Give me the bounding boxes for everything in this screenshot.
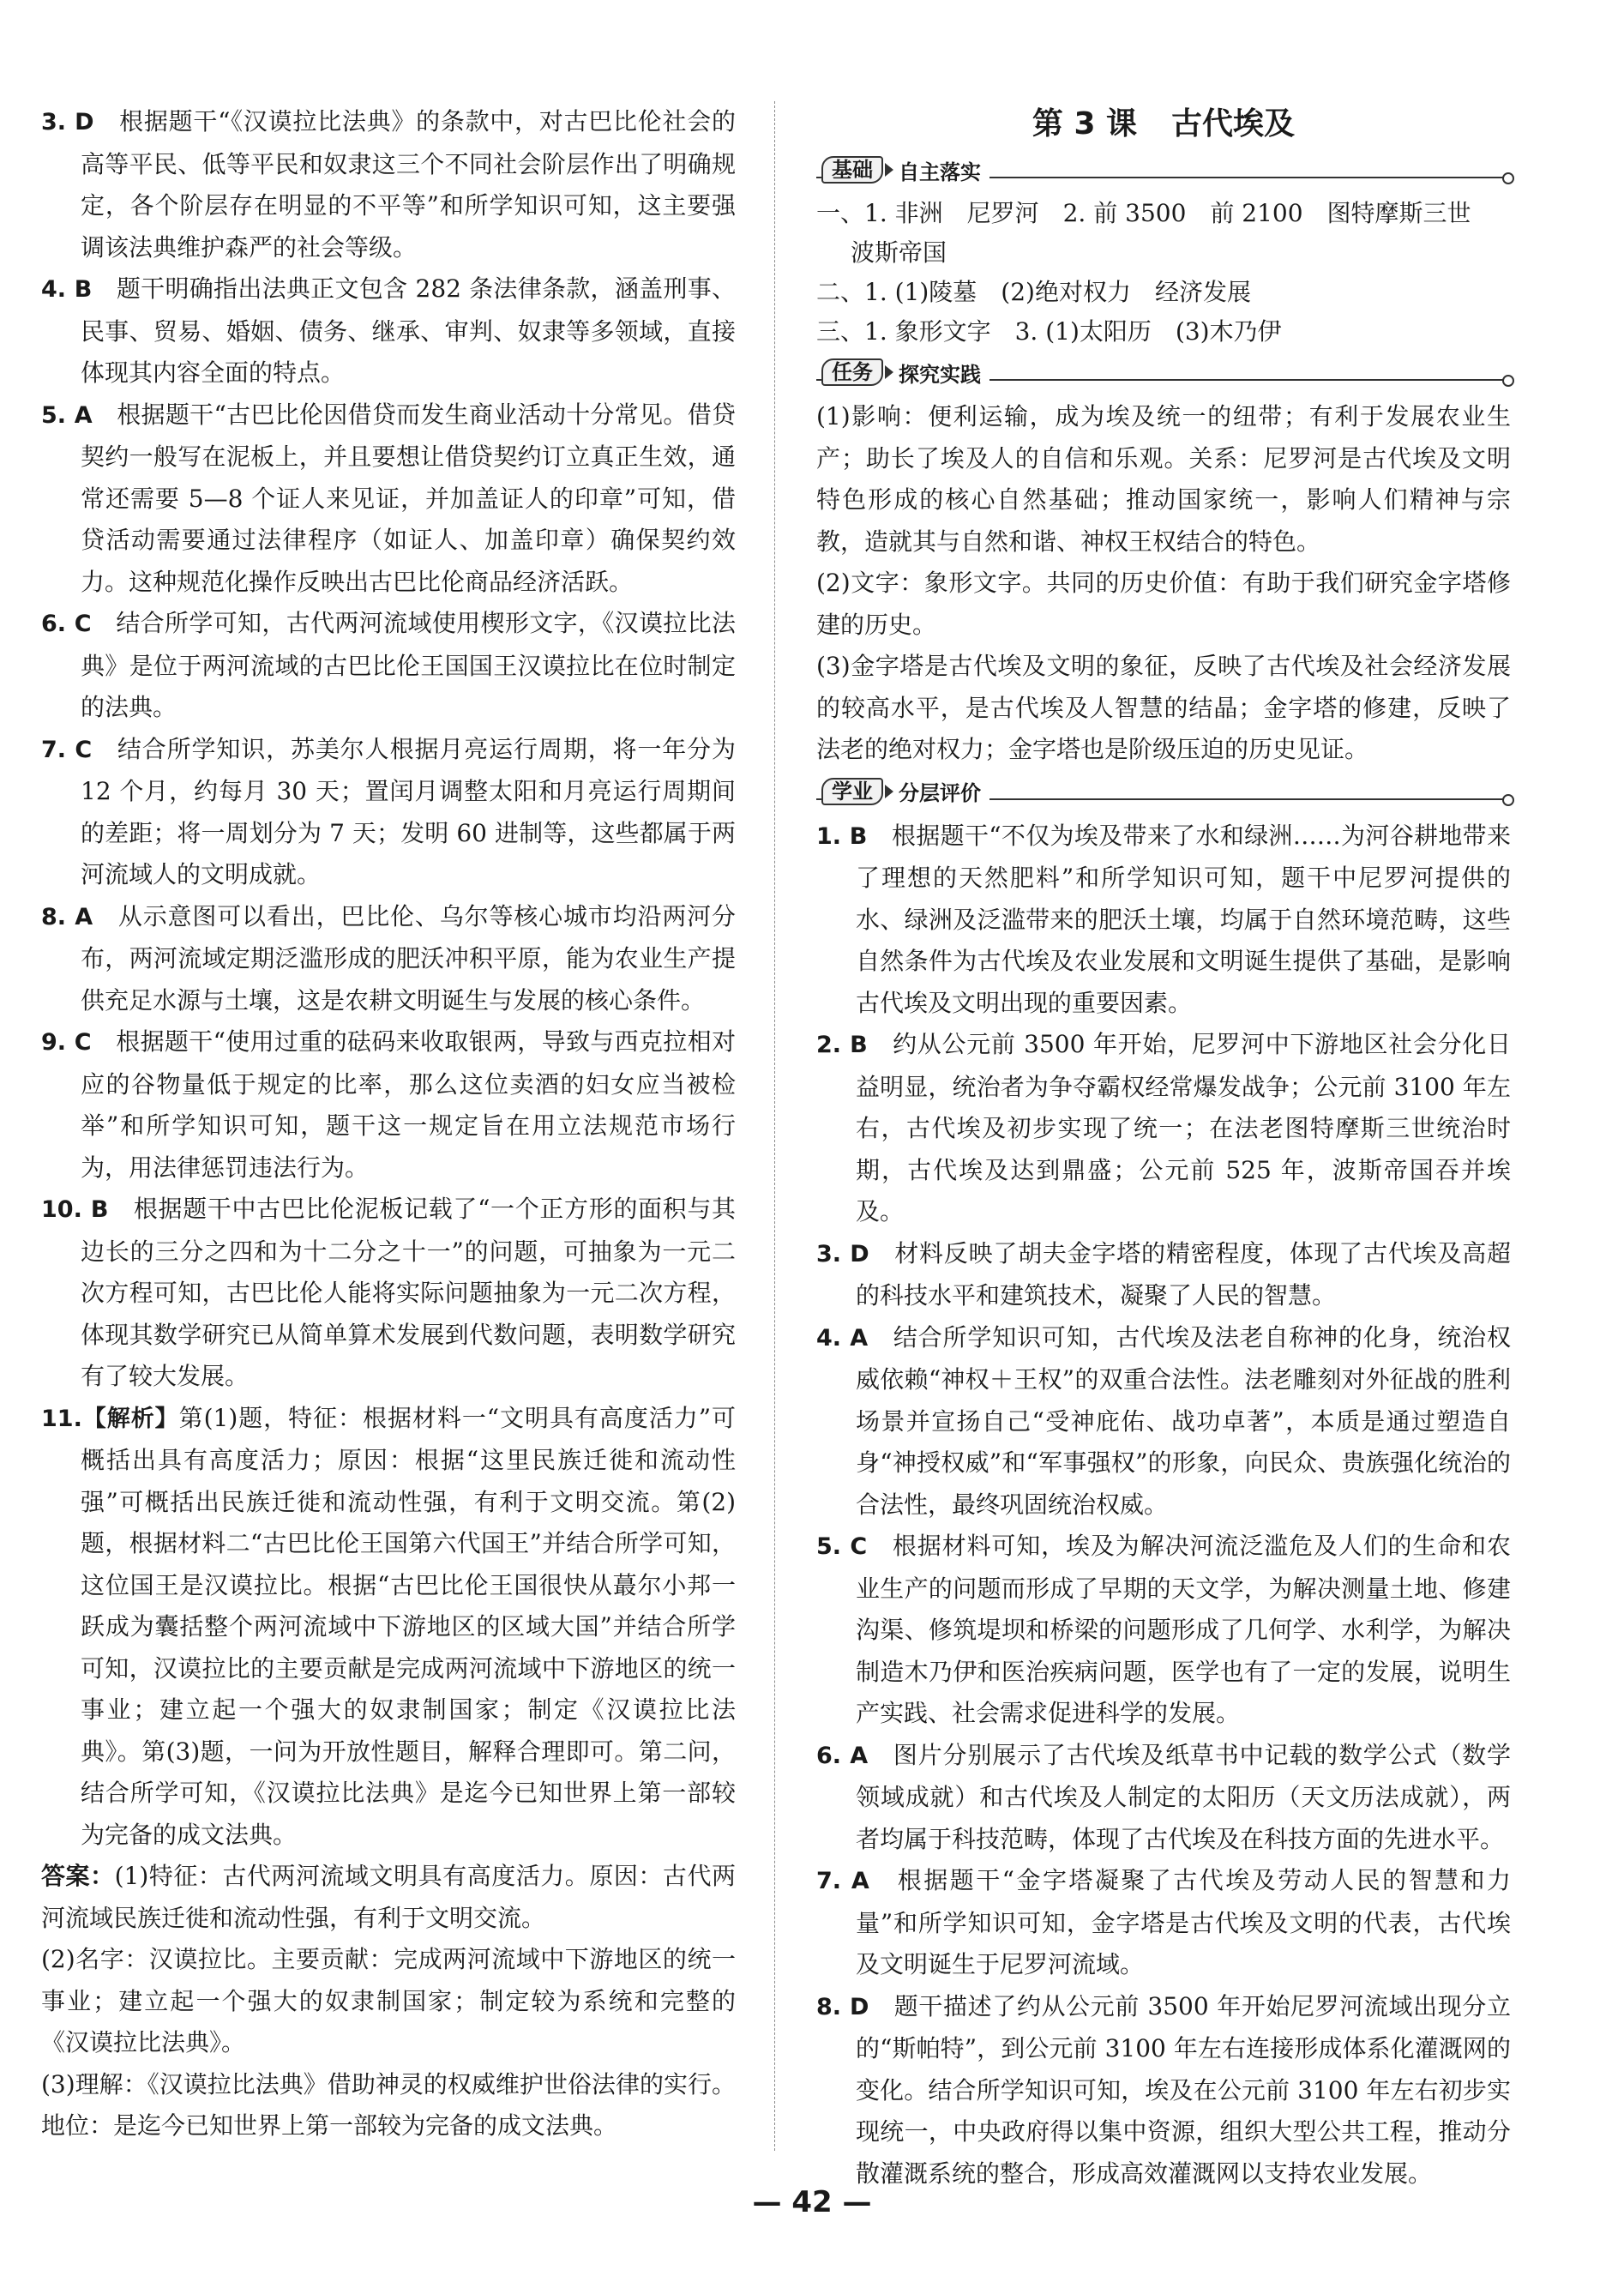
answer-item-3 bbox=[41, 101, 736, 268]
section-header-evaluation bbox=[816, 774, 1511, 809]
section-label: 自主落实 bbox=[899, 160, 981, 184]
section-label: 探究实践 bbox=[899, 362, 981, 387]
right-column bbox=[816, 101, 1511, 2195]
answer-label: 答案： bbox=[41, 1862, 115, 1890]
eval-item-8 bbox=[816, 1986, 1511, 2195]
basic-answers bbox=[816, 194, 1511, 352]
answer-item-10 bbox=[41, 1189, 736, 1398]
item-text: 题干描述了约从公元前 3500 年开始尼罗河流域出现分立的“斯帕特”，到公元前 3100 年左右连接形成体系化灌溉网的变化。结合所学知识可知，埃及在公元前 3100 年左右初步实现统一，中央政府得以集中资源，组织大型公共工程，推动分散灌溉系统的整合，形成高效灌溉网以支持农业发展。 bbox=[856, 1991, 1512, 2188]
section-badge bbox=[821, 778, 989, 805]
item-text: 题干明确指出法典正文包含 282 条法律条款，涵盖刑事、民事、贸易、婚姻、债务、继承、审判、奴隶等多领域，直接体现其内容全面的特点。 bbox=[81, 274, 736, 387]
answer-item-9 bbox=[41, 1021, 736, 1189]
item-text: 结合所学知识可知，古代埃及法老自称神的化身，统治权威依赖“神权＋王权”的双重合法性。法老雕刻对外征战的胜利场景并宣扬自己“受神庇佑、战功卓著”，本质是通过塑造自身“神授权威”和“军事强权”的形象，向民众、贵族强化统治的合法性，最终巩固统治权威。 bbox=[856, 1322, 1511, 1519]
left-column bbox=[41, 101, 736, 2147]
eval-item-4 bbox=[816, 1317, 1511, 1526]
section-badge bbox=[821, 358, 989, 386]
item-number: 4. B bbox=[41, 276, 93, 303]
item-text: 从示意图可以看出，巴比伦、乌尔等核心城市均沿两河分布，两河流域定期泛滥形成的肥沃冲积平原，能为农业生产提供充足水源与土壤，这是农耕文明诞生与发展的核心条件。 bbox=[81, 901, 736, 1015]
answer-item-6 bbox=[41, 603, 736, 729]
answer-item-4 bbox=[41, 268, 736, 394]
item-number: 7. A bbox=[816, 1868, 869, 1894]
item-text: 结合所学可知，古代两河流域使用楔形文字，《汉谟拉比法典》是位于两河流域的古巴比伦王国国王汉谟拉比在位时制定的法典。 bbox=[81, 609, 736, 721]
arrow-icon bbox=[885, 163, 893, 177]
section-label: 分层评价 bbox=[899, 781, 981, 805]
answer-item-5 bbox=[41, 394, 736, 604]
eval-item-6 bbox=[816, 1735, 1511, 1861]
eval-item-1 bbox=[816, 816, 1511, 1025]
section-tag: 基础 bbox=[821, 156, 883, 184]
item-number: 6. A bbox=[816, 1742, 869, 1769]
basic-line: 波斯帝国 bbox=[851, 238, 947, 267]
item-text: 图片分别展示了古代埃及纸草书中记载的数学公式（数学领域成就）和古代埃及人制定的太阳历（天文历法成就），两者均属于科技范畴，体现了古代埃及在科技方面的先进水平。 bbox=[856, 1740, 1511, 1853]
item-text: 根据题干“古巴比伦因借贷而发生商业活动十分常见。借贷契约一般写在泥板上，并且要想让借贷契约订立真正生效，通常还需要 5—8 个证人来见证，并加盖证人的印章”可知，借贷活动需要通过法律程序（如证人、加盖印章）确保契约效力。这种规范化操作反映出古巴比伦商品经济活跃。 bbox=[81, 400, 736, 596]
item-number: 10. B bbox=[41, 1196, 109, 1223]
item-number: 8. A bbox=[41, 903, 93, 930]
item-number: 1. B bbox=[816, 822, 868, 850]
answer-item-11 bbox=[41, 1398, 736, 1857]
item-text: 根据题干“《汉谟拉比法典》的条款中，对古巴比伦社会的高等平民、低等平民和奴隶这三个不同社会阶层作出了明确规定，各个阶层存在明显的不平等”和所学知识可知，这主要强调该法典维护森严的社会等级。 bbox=[81, 107, 736, 262]
item-number: 3. D bbox=[41, 109, 94, 135]
item-text: 根据题干中古巴比伦泥板记载了“一个正方形的面积与其边长的三分之四和为十二分之十一”的问题，可抽象为一元二次方程可知，古巴比伦人能将实际问题抽象为一元二次方程，体现其数学研究已从简单算术发展到代数问题，表明数学研究有了较大发展。 bbox=[81, 1195, 736, 1390]
basic-line: 三、1. 象形文字 3. (1)太阳历 (3)木乃伊 bbox=[816, 317, 1282, 346]
task-paragraph: (2)文字：象形文字。共同的历史价值：有助于我们研究金字塔修建的历史。 bbox=[816, 569, 1511, 639]
eval-item-3 bbox=[816, 1233, 1511, 1317]
item-number: 3. D bbox=[816, 1240, 869, 1267]
item-text: 根据题干“金字塔凝聚了古代埃及劳动人民的智慧和力量”和所学知识可知，金字塔是古代埃及文明的代表，古代埃及文明诞生于尼罗河流域。 bbox=[856, 1866, 1511, 1978]
item-number: 6. C bbox=[41, 611, 92, 637]
answer-item-8 bbox=[41, 896, 736, 1022]
item-text: 根据题干“使用过重的砝码来收取银两，导致与西克拉相对应的谷物量低于规定的比率，那么这位卖酒的妇女应当被检举”和所学知识可知，题干这一规定旨在用立法规范市场行为，用法律惩罚违法行为。 bbox=[81, 1027, 736, 1182]
item-text: 第(1)题，特征：根据材料一“文明具有高度活力”可概括出具有高度活力；原因：根据“这里民族迁徙和流动性强”可概括出民族迁徙和流动性强，有利于文明交流。第(2)题，根据材料二“古巴比伦王国第六代国王”并结合所学可知，这位国王是汉谟拉比。根据“古巴比伦王国很快从蕞尔小邦一跃成为囊括整个两河流域中下游地区的区域大国”并结合所学可知，汉谟拉比的主要贡献是完成两河流域中下游地区的统一事业；建立起一个强大的奴隶制国家；制定《汉谟拉比法典》。第(3)题，一问为开放性题目，解释合理即可。第二问，结合所学可知，《汉谟拉比法典》是迄今已知世界上第一部较为完备的成文法典。 bbox=[81, 1403, 736, 1849]
lesson-title bbox=[816, 99, 1511, 149]
item-number: 8. D bbox=[816, 1993, 869, 2020]
answer-block bbox=[41, 1856, 736, 1939]
lesson-name: 古代埃及 bbox=[1171, 106, 1296, 141]
item-number: 5. A bbox=[41, 401, 93, 429]
section-header-basic bbox=[816, 153, 1511, 187]
task-paragraph: (3)金字塔是古代埃及文明的象征，反映了古代埃及社会经济发展的较高水平，是古代埃及人智慧的结晶；金字塔的修建，反映了法老的绝对权力；金字塔也是阶级压迫的历史见证。 bbox=[816, 652, 1511, 763]
item-text: 结合所学知识，苏美尔人根据月亮运行周期，将一年分为 12 个月，约每月 30 天；置闰月调整太阳和月亮运行周期间的差距；将一周划分为 7 天；发明 60 进制等，这些都属于两河流域人的文明成就。 bbox=[81, 734, 736, 888]
eval-item-5 bbox=[816, 1526, 1511, 1735]
answer-part-3: (3)理解：《汉谟拉比法典》借助神灵的权威维护世俗法律的实行。地位：是迄今已知世界上第一部较为完备的成文法典。 bbox=[41, 2069, 736, 2140]
item-number: 4. A bbox=[816, 1324, 869, 1352]
item-text: 材料反映了胡夫金字塔的精密程度，体现了古代埃及高超的科技水平和建筑技术，凝聚了人民的智慧。 bbox=[856, 1238, 1511, 1310]
answer-item-7 bbox=[41, 729, 736, 896]
answer-part-1: (1)特征：古代两河流域文明具有高度活力。原因：古代两河流域民族迁徙和流动性强，有利于文明交流。 bbox=[41, 1862, 736, 1932]
basic-line: 二、1. (1)陵墓 (2)绝对权力 经济发展 bbox=[816, 278, 1251, 306]
item-text: 根据材料可知，埃及为解决河流泛滥危及人们的生命和农业生产的问题而形成了早期的天文学，为解决测量土地、修建沟渠、修筑堤坝和桥梁的问题形成了几何学、水利学，为解决制造木乃伊和医治疾病问题，医学也有了一定的发展，说明生产实践、社会需求促进科学的发展。 bbox=[856, 1532, 1511, 1727]
task-paragraph: (1)影响：便利运输，成为埃及统一的纽带；有利于发展农业生产；助长了埃及人的自信和乐观。关系：尼罗河是古代埃及文明特色形成的核心自然基础；推动国家统一，影响人们精神与宗教，造就其与自然和谐、神权王权结合的特色。 bbox=[816, 402, 1511, 556]
item-number: 7. C bbox=[41, 736, 93, 763]
item-number: 2. B bbox=[816, 1032, 868, 1058]
section-badge bbox=[821, 156, 989, 184]
item-text: 约从公元前 3500 年开始，尼罗河中下游地区社会分化日益明显，统治者为争夺霸权经常爆发战争；公元前 3100 年左右，古代埃及初步实现了统一；在法老图特摩斯三世统治时期，古代埃及达到鼎盛；公元前 525 年，波斯帝国吞并埃及。 bbox=[856, 1030, 1511, 1225]
column-divider bbox=[774, 101, 775, 2151]
page-number: — 42 — bbox=[752, 2185, 872, 2219]
item-number: 11.【解析】 bbox=[41, 1405, 179, 1432]
section-tag: 学业 bbox=[821, 778, 883, 805]
basic-line: 一、1. 非洲 尼罗河 2. 前 3500 前 2100 图特摩斯三世 bbox=[816, 199, 1471, 227]
eval-item-7 bbox=[816, 1860, 1511, 1986]
lesson-number: 第 3 课 bbox=[1032, 106, 1138, 141]
section-header-task bbox=[816, 355, 1511, 389]
item-number: 5. C bbox=[816, 1533, 868, 1560]
section-tag: 任务 bbox=[821, 358, 883, 386]
eval-item-2 bbox=[816, 1024, 1511, 1233]
arrow-icon bbox=[885, 365, 893, 379]
answer-part-2: (2)名字：汉谟拉比。主要贡献：完成两河流域中下游地区的统一事业；建立起一个强大的奴隶制国家；制定较为系统和完整的《汉谟拉比法典》。 bbox=[41, 1945, 736, 2056]
arrow-icon bbox=[885, 785, 893, 798]
item-number: 9. C bbox=[41, 1029, 92, 1056]
item-text: 根据题干“不仅为埃及带来了水和绿洲……为河谷耕地带来了理想的天然肥料”和所学知识可知，题干中尼罗河提供的水、绿洲及泛滥带来的肥沃土壤，均属于自然环境范畴，这些自然条件为古代埃及农业发展和文明诞生提供了基础，是影响古代埃及文明出现的重要因素。 bbox=[856, 821, 1511, 1017]
